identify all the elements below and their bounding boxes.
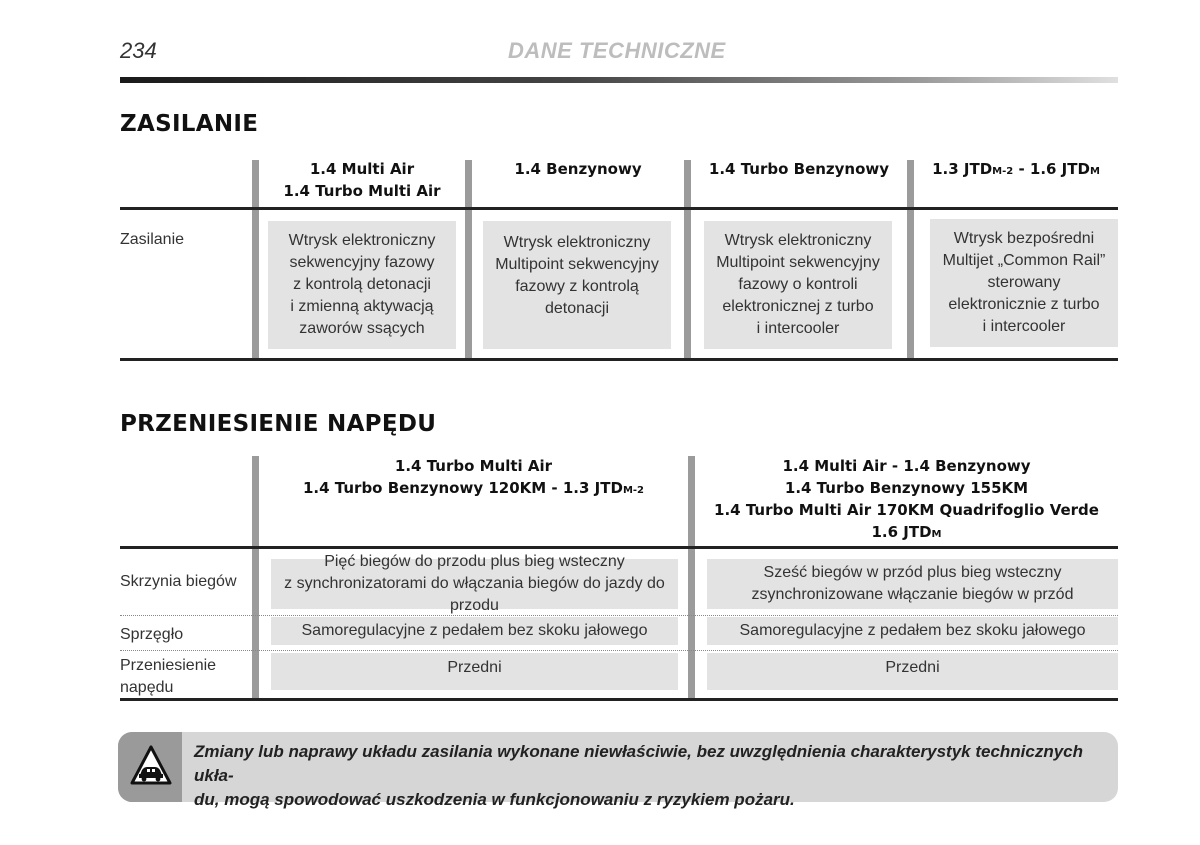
- header-text: 1.6 JTD: [871, 523, 932, 541]
- cell-line: sekwencyjny fazowy: [289, 254, 435, 271]
- row-label: Skrzynia biegów: [120, 573, 237, 590]
- table-cell: [483, 221, 671, 349]
- column-header: [914, 158, 1118, 183]
- table-cell: [271, 617, 678, 645]
- header-text: 1.3 JTD: [932, 160, 993, 178]
- cell-line: elektronicznie z turbo: [948, 296, 1100, 313]
- cell-line: Wtrysk elektroniczny: [288, 232, 436, 249]
- page-header-title: DANE TECHNICZNE: [508, 38, 726, 63]
- column-header-line: [914, 158, 1118, 183]
- column-divider: [684, 160, 691, 360]
- column-header-line: [259, 477, 688, 502]
- section-title-zasilanie: ZASILANIE: [120, 111, 259, 137]
- cell-line: zaworów ssących: [299, 320, 425, 337]
- cell-line: Sześć biegów w przód plus bieg wsteczny: [763, 564, 1062, 581]
- cell-line: Przedni: [885, 659, 940, 676]
- warning-text: [194, 740, 1099, 812]
- row-separator: [120, 650, 1118, 651]
- header-suffix: M: [931, 529, 942, 540]
- column-divider: [252, 456, 259, 699]
- cell-line: z synchronizatorami do włączania biegów do jazdy do przodu: [284, 575, 665, 614]
- column-header-line: 1.4 Benzynowy: [514, 160, 642, 178]
- cell-line: i intercooler: [982, 318, 1066, 335]
- cell-line: Samoregulacyjne z pedałem bez skoku jałowego: [301, 622, 648, 639]
- cell-line: Multipoint sekwencyjny: [716, 254, 880, 271]
- column-header-line: 1.4 Turbo Multi Air 170KM Quadrifoglio Verde: [714, 501, 1099, 519]
- column-header-line: [695, 521, 1118, 546]
- column-header: [691, 158, 907, 180]
- warning-line: Zmiany lub naprawy układu zasilania wykonane niewłaściwie, bez uwzględnienia charakterystyk technicznych ukła-: [194, 742, 1084, 785]
- table-cell: [271, 653, 678, 690]
- cell-line: Wtrysk elektroniczny: [503, 234, 651, 251]
- table-cell: [271, 553, 678, 614]
- column-divider: [465, 160, 472, 360]
- table-cell: [707, 617, 1118, 645]
- page-number: 234: [120, 38, 157, 63]
- table-cell: [930, 219, 1118, 347]
- table-cell: [268, 221, 456, 349]
- table-rule: [120, 546, 1118, 549]
- cell-line: elektronicznej z turbo: [722, 298, 874, 315]
- row-separator: [120, 615, 1118, 616]
- cell-line: Multipoint sekwencyjny: [495, 256, 659, 273]
- cell-line: detonacji: [544, 300, 610, 317]
- column-header-line: 1.4 Turbo Benzynowy 155KM: [784, 479, 1029, 497]
- column-header-line: 1.4 Turbo Multi Air: [394, 457, 553, 475]
- cell-line: Wtrysk elektroniczny: [724, 232, 872, 249]
- row-label: Sprzęgło: [120, 626, 184, 643]
- header-rule: [120, 77, 1118, 83]
- section-title-naped: PRZENIESIENIE NAPĘDU: [120, 411, 437, 437]
- cell-line: sterowany: [987, 274, 1061, 291]
- column-divider: [907, 160, 914, 360]
- column-header-line: 1.4 Turbo Benzynowy: [708, 160, 890, 178]
- header-suffix: M-2: [622, 485, 644, 496]
- cell-line: Pięć biegów do przodu plus bieg wsteczny: [324, 553, 625, 570]
- warning-line: du, mogą spowodować uszkodzenia w funkcjonowaniu z ryzykiem pożaru.: [194, 790, 795, 809]
- cell-line: i intercooler: [756, 320, 840, 337]
- cell-line: Wtrysk bezpośredni: [953, 230, 1095, 247]
- row-label: [120, 655, 216, 699]
- header-text: 1.4 Turbo Benzynowy 120KM - 1.3 JTD: [302, 479, 623, 497]
- column-header: [259, 455, 688, 502]
- cell-line: Przedni: [447, 659, 502, 676]
- cell-line: Samoregulacyjne z pedałem bez skoku jałowego: [739, 622, 1086, 639]
- header-text: - 1.6 JTD: [1013, 160, 1090, 178]
- table-rule: [120, 207, 1118, 210]
- row-label: Zasilanie: [120, 231, 185, 248]
- table-rule: [120, 698, 1118, 701]
- row-label-line: napędu: [120, 679, 174, 696]
- cell-line: zsynchronizowane włączanie biegów w przód: [751, 586, 1074, 603]
- column-header-line: 1.4 Multi Air - 1.4 Benzynowy: [782, 457, 1031, 475]
- table-rule: [120, 358, 1118, 361]
- table-cell: [707, 559, 1118, 609]
- column-header-line: 1.4 Turbo Multi Air: [283, 182, 441, 200]
- table-cell: [707, 653, 1118, 690]
- table-cell: [704, 221, 892, 349]
- header-suffix: M-2: [992, 166, 1014, 177]
- cell-line: Multijet „Common Rail”: [942, 252, 1106, 269]
- cell-line: z kontrolą detonacji: [293, 276, 431, 293]
- warning-car-icon: [129, 744, 173, 791]
- column-divider: [688, 456, 695, 699]
- cell-line: fazowy z kontrolą: [515, 278, 639, 295]
- header-suffix: M: [1089, 166, 1100, 177]
- column-header: [472, 158, 684, 180]
- cell-line: fazowy o kontroli: [738, 276, 858, 293]
- column-header: [259, 158, 465, 202]
- row-label-line: Przeniesienie: [120, 657, 217, 674]
- column-header: [695, 455, 1118, 546]
- column-header-line: 1.4 Multi Air: [309, 160, 415, 178]
- column-divider: [252, 160, 259, 360]
- cell-line: i zmienną aktywacją: [290, 298, 434, 315]
